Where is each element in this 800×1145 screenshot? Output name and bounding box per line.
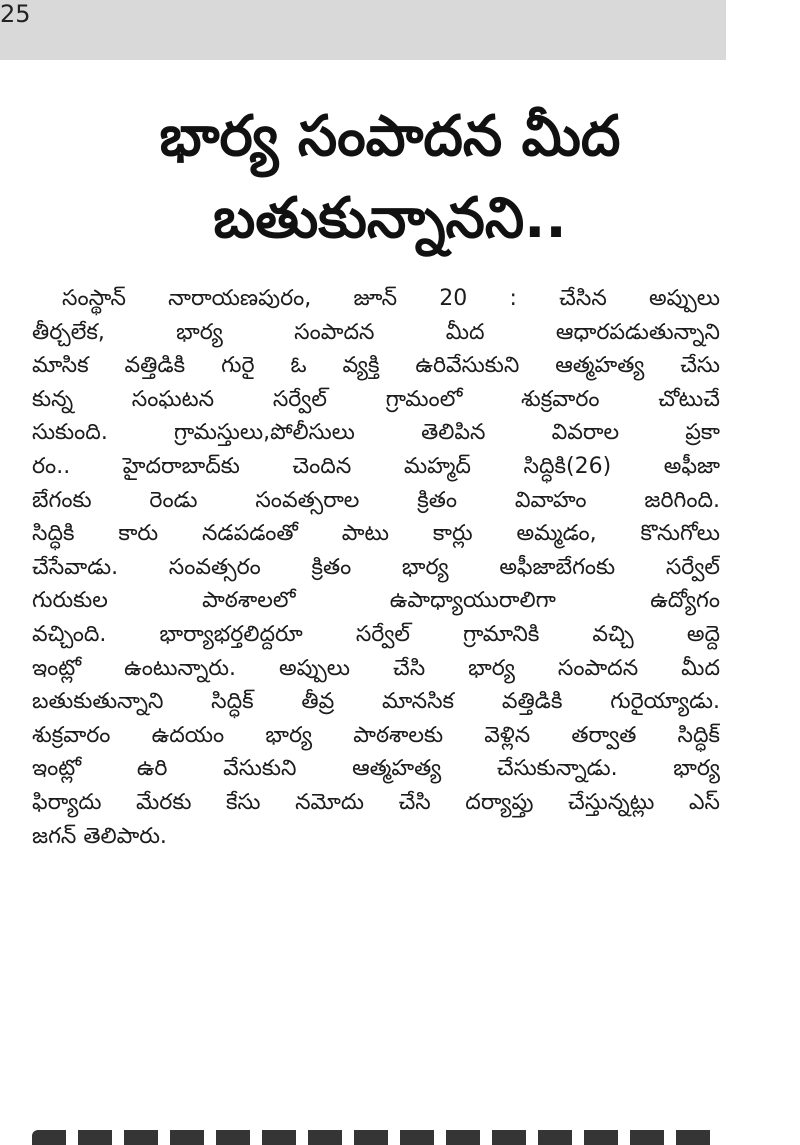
article-line: గురుకుల పాఠశాలలో ఉపాధ్యాయురాలిగా ఉద్యోగం [32,588,720,614]
headline-line-1: భార్య సంపాదన మీద [159,104,621,169]
article-line: బేగంకు రెండు సంవత్సరాల క్రితం వివాహం జరిగింది. [32,487,720,513]
article-line: శుక్రవారం ఉదయం భార్య పాఠశాలకు వెళ్లిన తర్వాత సిద్ధిక్ [32,722,720,748]
article-line: ఫిర్యాదు మేరకు కేసు నమోదు చేసి దర్యాప్తు చేస్తున్నట్లు ఎస్ [32,789,720,815]
next-article-headline-cropped [32,1122,722,1145]
article-line: వచ్చింది. భార్యాభర్తలిద్దరూ సర్వేల్ గ్రామానికి వచ్చి అద్దె [32,621,720,647]
cropped-headline-glyphs [32,1130,722,1145]
article-line: తీర్చలేక, భార్య సంపాదన మీద ఆధారపడుతున్నాని [32,319,720,345]
article-line: కున్న సంఘటన సర్వేల్ గ్రామంలో శుక్రవారం చోటుచే [32,386,720,412]
article-line: ఇంట్లో ఉరి వేసుకుని ఆత్మహత్య చేసుకున్నాడు. భార్య [32,756,720,782]
article-line: జగన్ తెలిపారు. [32,823,167,849]
article-body [32,282,720,853]
article-line: ఇంట్లో ఉంటున్నారు. అప్పులు చేసి భార్య సంపాదన మీద [32,655,720,681]
page-number: 25 [0,0,31,28]
article-line: రం.. హైదరాబాద్‌కు చెందిన మహ్మద్ సిద్ధికి(26) అఫీజా [32,453,720,479]
headline [40,96,740,260]
article-line: సంస్థాన్ నారాయణపురం, జూన్ 20 : చేసిన అప్పులు [62,286,720,311]
article-line: బతుకుతున్నాని సిద్ధిక్ తీవ్ర మానసిక వత్తిడికి గురైయ్యాడు. [32,689,720,715]
article-line: చేసేవాడు. సంవత్సరం క్రితం భార్య అఫీజాబేగంకు సర్వేల్ [32,554,720,580]
article-line: మాసిక వత్తిడికి గురై ఓ వ్యక్తి ఉరివేసుకుని ఆత్మహత్య చేసు [32,353,720,379]
headline-line-2: బతుకున్నానని.. [213,186,567,251]
article-line: సుకుంది. గ్రామస్తులు,పోలీసులు తెలిపిన వివరాల ప్రకా [32,420,720,446]
article-line: సిద్ధికి కారు నడపడంతో పాటు కార్లు అమ్మడం, కొనుగోలు [32,521,720,547]
page-header-band [0,0,726,60]
